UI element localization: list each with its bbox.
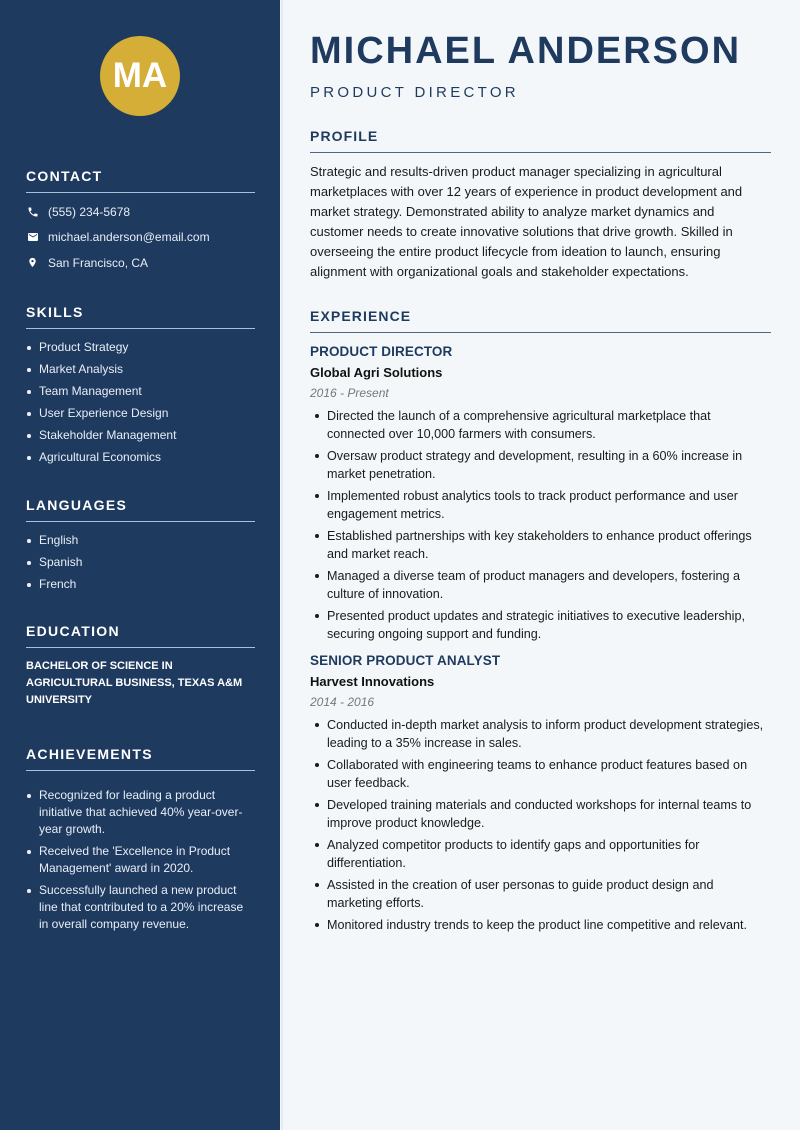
experience-section	[310, 308, 771, 938]
achievement-item: Successfully launched a new product line that contributed to a 20% increase in overall company revenue.	[26, 882, 255, 933]
job-bullet: Assisted in the creation of user personas to guide product design and marketing efforts.	[310, 876, 771, 912]
experience-heading: EXPERIENCE	[310, 308, 771, 333]
achievement-item: Received the 'Excellence in Product Management' award in 2020.	[26, 843, 255, 877]
job-bullet: Analyzed competitor products to identify gaps and opportunities for differentiation.	[310, 836, 771, 872]
education-section	[26, 623, 255, 709]
job-bullet: Oversaw product strategy and development, resulting in a 60% increase in market penetration.	[310, 447, 771, 483]
job-bullet: Conducted in-depth market analysis to inform product development strategies, leading to a 35% increase in sales.	[310, 716, 771, 752]
sidebar	[0, 0, 280, 1130]
language-item: English	[26, 532, 255, 549]
job-bullet: Presented product updates and strategic initiatives to executive leadership, securing ongoing support and funding.	[310, 607, 771, 643]
job-entry	[310, 344, 771, 643]
skills-heading: SKILLS	[26, 304, 255, 329]
skills-list	[26, 339, 255, 466]
contact-heading: CONTACT	[26, 168, 255, 193]
job-bullet: Established partnerships with key stakeholders to enhance product offerings and market reach.	[310, 527, 771, 563]
education-degree: BACHELOR OF SCIENCE IN AGRICULTURAL BUSINESS, TEXAS A&M UNIVERSITY	[26, 660, 243, 706]
contact-email	[26, 225, 255, 251]
contact-location	[26, 250, 255, 276]
job-dates: 2014 - 2016	[310, 695, 375, 709]
contact-phone	[26, 199, 255, 225]
column-divider	[281, 0, 283, 1130]
company-name: Global Agri Solutions	[310, 365, 443, 380]
contact-section	[26, 168, 255, 276]
phone-text: (555) 234-5678	[48, 204, 131, 219]
job-bullet: Implemented robust analytics tools to track product performance and user engagement metrics.	[310, 487, 771, 523]
job-bullet: Directed the launch of a comprehensive agricultural marketplace that connected over 10,000 farmers with consumers.	[310, 407, 771, 443]
job-entry	[310, 653, 771, 934]
skill-item: Team Management	[26, 383, 255, 400]
education-heading: EDUCATION	[26, 623, 255, 648]
location-text: San Francisco, CA	[48, 255, 149, 270]
skill-item: User Experience Design	[26, 405, 255, 422]
language-item: Spanish	[26, 554, 255, 571]
location-pin-icon	[26, 256, 39, 269]
achievements-section	[26, 746, 255, 938]
job-bullets	[310, 407, 771, 643]
job-dates: 2016 - Present	[310, 386, 389, 400]
email-icon	[26, 231, 39, 244]
languages-list	[26, 532, 255, 593]
languages-section	[26, 497, 255, 598]
skill-item: Market Analysis	[26, 361, 255, 378]
avatar-initials: MA	[112, 56, 168, 95]
candidate-role: PRODUCT DIRECTOR	[310, 84, 519, 101]
company-name: Harvest Innovations	[310, 674, 435, 689]
skills-section	[26, 304, 255, 471]
languages-heading: LANGUAGES	[26, 497, 255, 522]
achievements-heading: ACHIEVEMENTS	[26, 746, 255, 771]
job-bullets	[310, 716, 771, 934]
candidate-name: MICHAEL ANDERSON	[310, 30, 742, 72]
skill-item: Product Strategy	[26, 339, 255, 356]
skill-item: Agricultural Economics	[26, 449, 255, 466]
profile-section	[310, 128, 771, 282]
job-bullet: Developed training materials and conducted workshops for internal teams to improve product knowledge.	[310, 796, 771, 832]
skill-item: Stakeholder Management	[26, 427, 255, 444]
job-bullet: Managed a diverse team of product managers and developers, fostering a culture of innovation.	[310, 567, 771, 603]
job-title: SENIOR PRODUCT ANALYST	[310, 653, 501, 668]
email-text: michael.anderson@email.com	[48, 230, 210, 245]
job-bullet: Collaborated with engineering teams to enhance product features based on user feedback.	[310, 756, 771, 792]
language-item: French	[26, 576, 255, 593]
profile-summary: Strategic and results-driven product manager specializing in agricultural marketplaces with over 12 years of experience in product development and market strategy. Demonstrated ability to analyze market dynamics and customer needs to create innovative solutions that drive growth. Skilled in overseeing the entire product lifecycle from ideation to launch, ensuring alignment with organizational goals and stakeholder expectations.	[310, 164, 743, 279]
avatar	[100, 36, 180, 116]
profile-heading: PROFILE	[310, 128, 771, 153]
phone-icon	[26, 205, 39, 218]
achievements-list	[26, 787, 255, 933]
job-title: PRODUCT DIRECTOR	[310, 344, 453, 359]
job-bullet: Monitored industry trends to keep the product line competitive and relevant.	[310, 916, 771, 934]
achievement-item: Recognized for leading a product initiative that achieved 40% year-over-year growth.	[26, 787, 255, 838]
